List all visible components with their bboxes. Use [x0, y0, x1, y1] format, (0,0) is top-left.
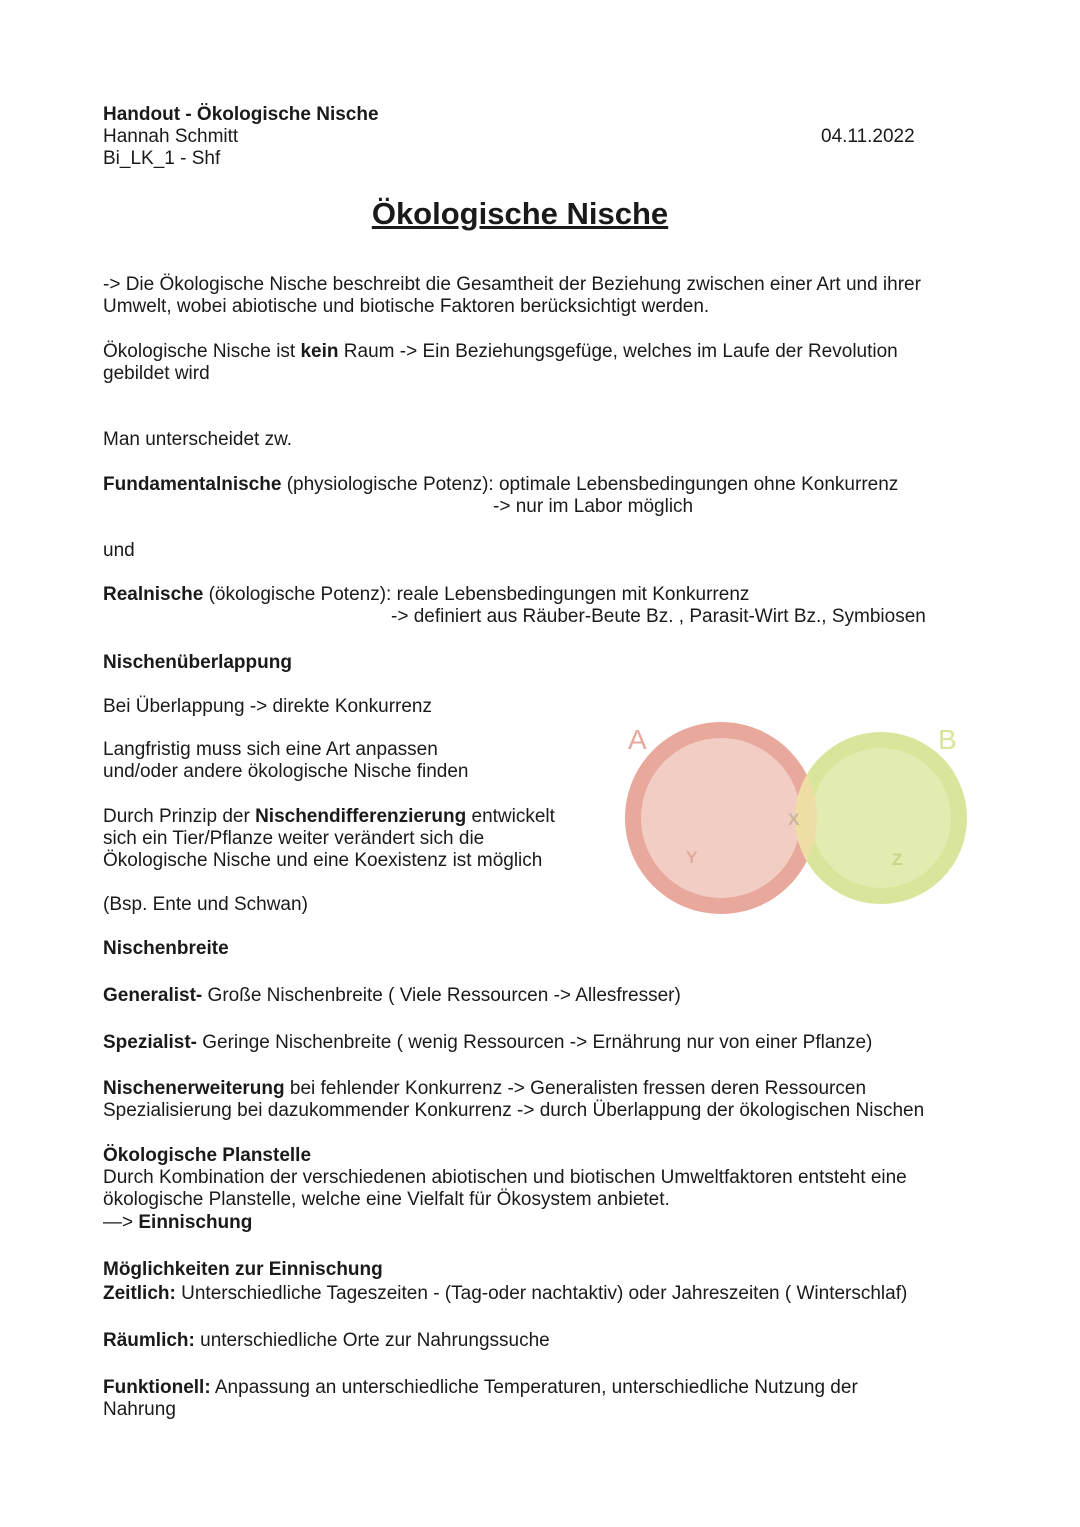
functional-text: Funktionell: Anpassung an unterschiedliche Temperaturen, unterschiedliche Nutzung der Nahrung — [103, 1377, 858, 1420]
specialist-text: Spezialist- Geringe Nischenbreite ( wenig Ressourcen -> Ernährung nur von einer Pflanze) — [103, 1032, 873, 1053]
document-date: 04.11.2022 — [821, 126, 915, 147]
planstelle-text: Durch Kombination der verschiedenen abiotischen und biotischen Umweltfaktoren entsteht eine ökologische Planstelle, welche eine Vielfalt für Ökosystem anbietet. — [103, 1167, 907, 1210]
overlap-example: (Bsp. Ente und Schwan) — [103, 894, 308, 915]
label-b: B — [938, 724, 957, 755]
handout-title: Handout - Ökologische Nische — [103, 104, 379, 125]
overlap-heading: Nischenüberlappung — [103, 652, 292, 673]
definition-text: -> Die Ökologische Nische beschreibt die Gesamtheit der Beziehung zwischen einer Art und ihrer Umwelt, wobei abiotische und biotische Faktoren berücksichtigt werden. — [103, 274, 921, 317]
planstelle-heading: Ökologische Planstelle — [103, 1145, 312, 1166]
niche-b-inner — [811, 748, 951, 888]
label-y: Y — [686, 848, 698, 867]
and-text: und — [103, 540, 135, 561]
planstelle-result: —> Einnischung — [103, 1212, 253, 1233]
breadth-heading: Nischenbreite — [103, 938, 229, 959]
label-z: Z — [892, 850, 903, 869]
specialization-text: Spezialisierung bei dazukommender Konkurrenz -> durch Überlappung der ökologischen Nischen — [103, 1100, 925, 1121]
niche-a-inner — [641, 738, 801, 898]
author-name: Hannah Schmitt — [103, 126, 239, 147]
distinction-lead: Man unterscheidet zw. — [103, 429, 293, 450]
label-x: X — [788, 810, 800, 829]
not-space-text: Ökologische Nische ist kein Raum -> Ein Beziehungsgefüge, welches im Laufe der Revolution gebildet wird — [103, 341, 898, 384]
possibilities-heading: Möglichkeiten zur Einnischung — [103, 1259, 383, 1280]
course-code: Bi_LK_1 - Shf — [103, 148, 221, 169]
differentiation-text: Durch Prinzip der Nischendifferenzierung entwickelt sich ein Tier/Pflanze weiter verändert sich die Ökologische Nische und eine Koexistenz ist möglich — [103, 806, 555, 871]
temporal-text: Zeitlich: Unterschiedliche Tageszeiten - (Tag-oder nachtaktiv) oder Jahreszeiten ( Winterschlaf) — [103, 1283, 908, 1304]
niche-venn-diagram — [610, 715, 980, 925]
overlap-line2: Langfristig muss sich eine Art anpassen und/oder andere ökologische Nische finden — [103, 739, 469, 782]
label-a: A — [628, 724, 647, 755]
fundamental-note: -> nur im Labor möglich — [493, 496, 694, 517]
page-title: Ökologische Nische — [371, 196, 669, 231]
real-note: -> definiert aus Räuber-Beute Bz. , Parasit-Wirt Bz., Symbiosen — [391, 606, 926, 627]
real-niche: Realnische (ökologische Potenz): reale Lebensbedingungen mit Konkurrenz — [103, 584, 750, 605]
generalist-text: Generalist- Große Nischenbreite ( Viele Ressourcen -> Allesfresser) — [103, 985, 681, 1006]
extension-text: Nischenerweiterung bei fehlender Konkurrenz -> Generalisten fressen deren Ressourcen — [103, 1078, 867, 1099]
spatial-text: Räumlich: unterschiedliche Orte zur Nahrungssuche — [103, 1330, 550, 1351]
fundamental-niche: Fundamentalnische (physiologische Potenz): optimale Lebensbedingungen ohne Konkurrenz — [103, 474, 899, 495]
overlap-line1: Bei Überlappung -> direkte Konkurrenz — [103, 696, 432, 717]
